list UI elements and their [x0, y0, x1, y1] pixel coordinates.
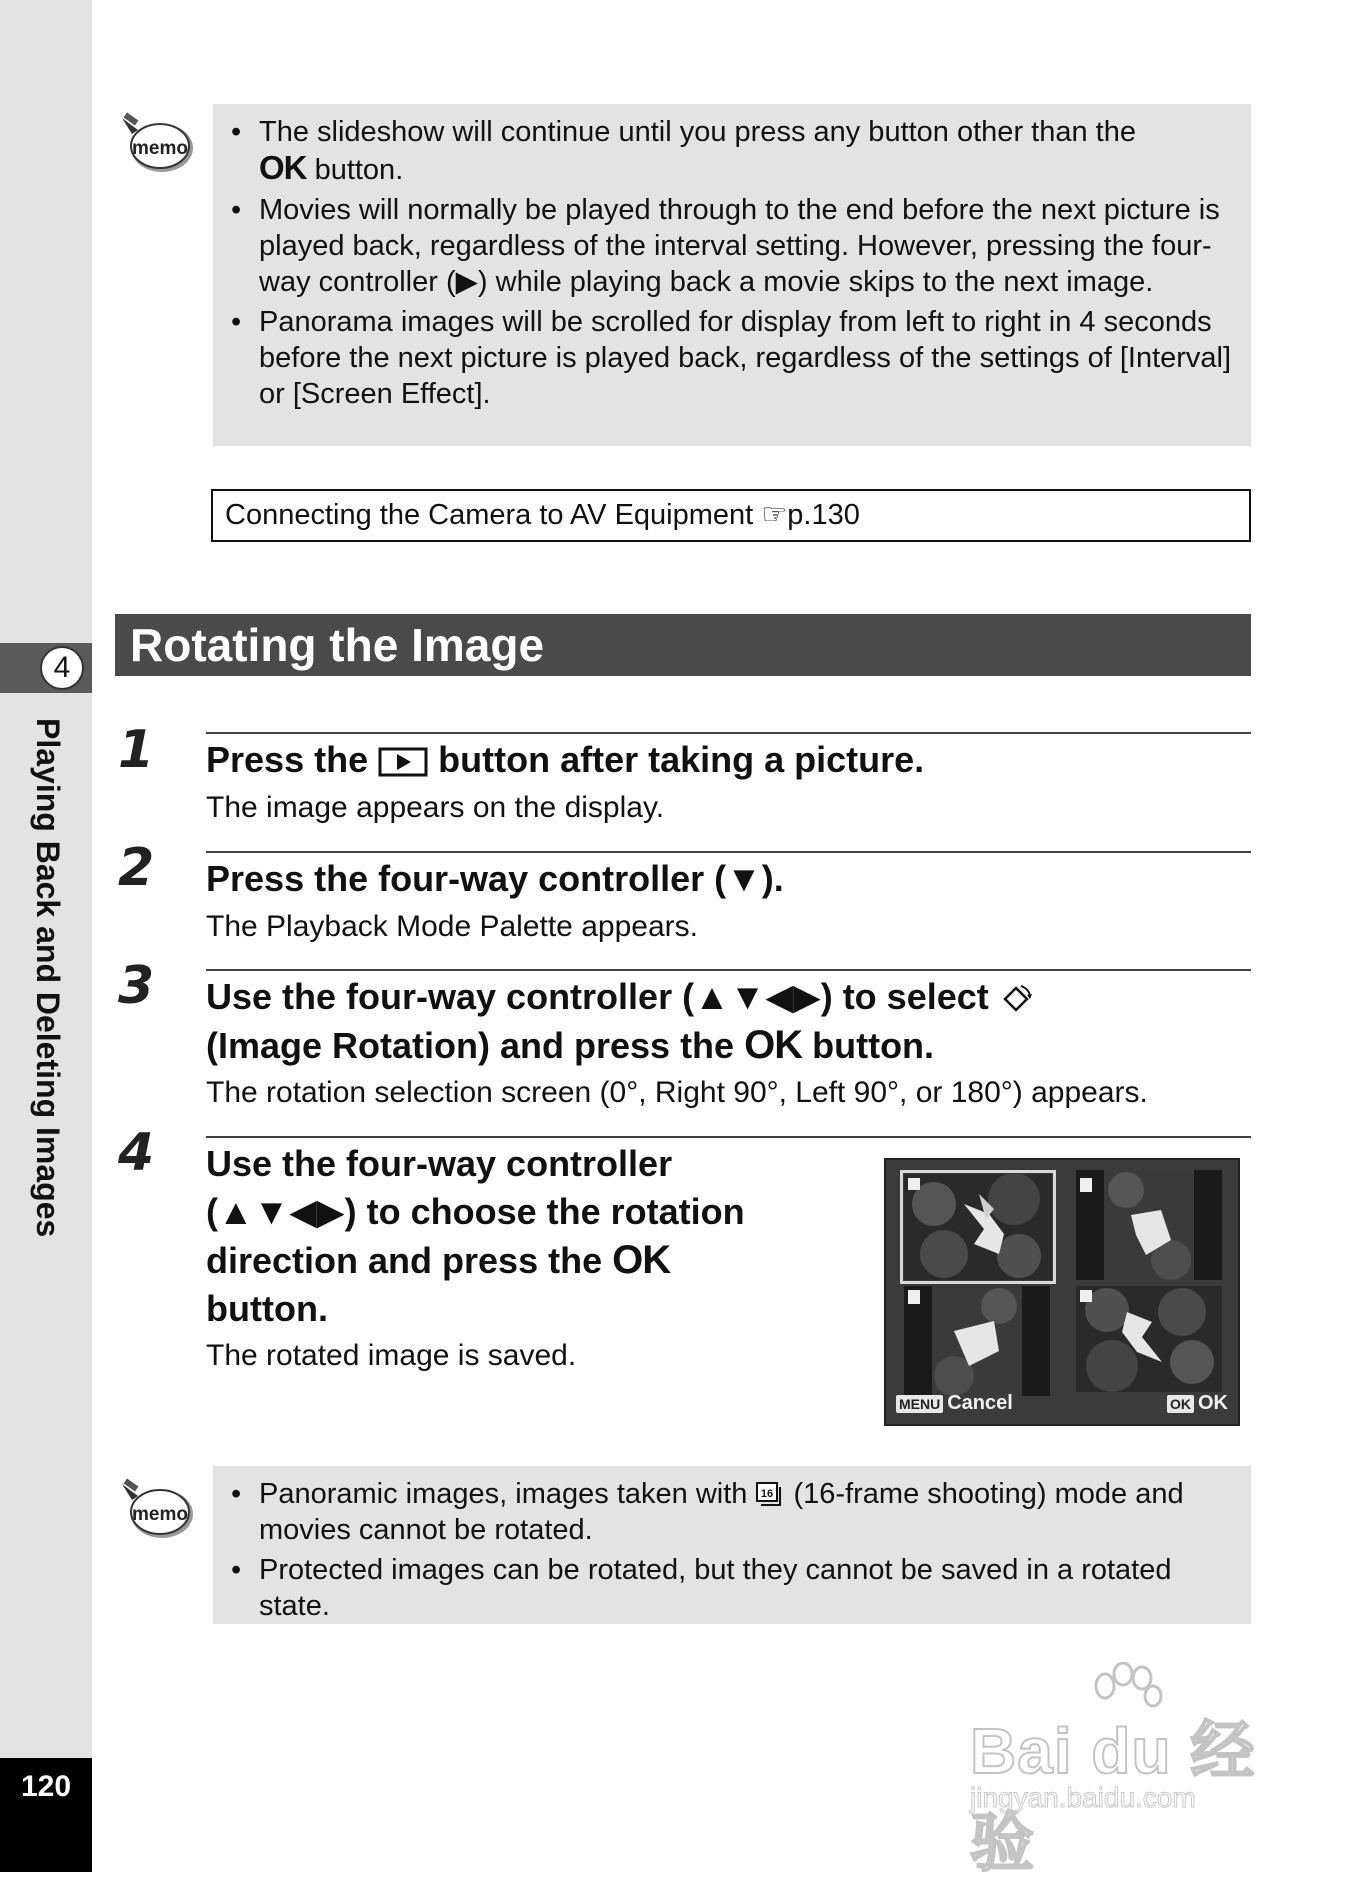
step-description: The Playback Mode Palette appears. — [206, 910, 698, 943]
ok-button-mark: OK — [612, 1238, 671, 1282]
step-number: 4 — [118, 1123, 155, 1183]
memo-label: memo — [132, 138, 188, 159]
baidu-watermark — [965, 1660, 1295, 1879]
memo-icon — [118, 1478, 196, 1542]
flower-photo — [1076, 1170, 1222, 1280]
cancel-label: Cancel — [947, 1392, 1013, 1414]
memo-label: memo — [132, 1504, 188, 1525]
note-bullet: • Protected images can be rotated, but they cannot be saved in a rotated state. — [229, 1552, 1235, 1624]
note-bullet: • Movies will normally be played through to the end before the next picture is played back, regardless of the interval setting. However, pressing the four-way controller (▶) while playing back a movie skips to the next image. — [229, 192, 1235, 300]
section-title: Rotating the Image — [130, 619, 545, 671]
menu-key: MENU — [896, 1395, 943, 1413]
ok-control[interactable] — [1167, 1392, 1228, 1415]
step-divider — [206, 732, 1251, 734]
ok-button-mark: OK — [744, 1023, 803, 1067]
reference-page[interactable]: p.130 — [787, 499, 860, 531]
memo-note-rotation — [213, 1466, 1251, 1624]
step-heading: Use the four-way controller (▲▼◀▶) to choose the rotation direction and press the OK button. — [206, 1143, 745, 1329]
page-number: 120 — [20, 1770, 72, 1803]
rotation-option-0[interactable] — [904, 1174, 1052, 1280]
sixteen-frame-icon — [755, 1481, 785, 1509]
image-rotation-icon — [999, 983, 1033, 1015]
rotation-option-left-90[interactable] — [904, 1286, 1050, 1396]
reference-box — [211, 489, 1251, 542]
watermark-brand: Bai du 经验 — [970, 1715, 1256, 1879]
step-number: 2 — [118, 838, 155, 898]
ok-label: OK — [1198, 1392, 1228, 1414]
reference-text: Connecting the Camera to AV Equipment — [225, 499, 754, 531]
screen-footer — [896, 1392, 1228, 1418]
step-description: The rotated image is saved. — [206, 1339, 577, 1372]
step-description: The image appears on the display. — [206, 791, 665, 824]
memo-icon — [118, 112, 196, 176]
step-divider — [206, 969, 1251, 971]
step-heading: Press the button after taking a picture. — [206, 739, 925, 780]
flower-photo — [904, 1174, 1052, 1280]
chapter-number: 4 — [40, 646, 84, 690]
flower-photo — [904, 1286, 1050, 1396]
step-number: 1 — [118, 720, 155, 780]
note-bullet: • The slideshow will continue until you press any button other than the OK button. — [229, 114, 1235, 188]
step-description: The rotation selection screen (0°, Right 90°, Left 90°, or 180°) appears. — [206, 1076, 1148, 1109]
cancel-control[interactable] — [896, 1392, 1013, 1415]
flower-photo — [1076, 1286, 1222, 1392]
rotation-option-right-90[interactable] — [1076, 1170, 1222, 1280]
step-divider — [206, 851, 1251, 853]
rotation-selection-screen — [884, 1158, 1240, 1426]
memo-note-slideshow — [213, 104, 1251, 446]
step-heading: Press the four-way controller (▼). — [206, 858, 784, 899]
rotation-option-180[interactable] — [1076, 1286, 1222, 1392]
watermark-url: jingyan.baidu.com — [970, 1782, 1196, 1813]
note-bullet: • Panorama images will be scrolled for display from left to right in 4 seconds before the next picture is played back, regardless of the settings of [Interval] or [Screen Effect]. — [229, 304, 1235, 412]
ok-key: OK — [1167, 1395, 1194, 1413]
step-divider — [206, 1136, 1251, 1138]
step-number: 3 — [118, 956, 155, 1016]
playback-icon — [378, 746, 428, 778]
ok-button-mark: OK — [259, 149, 307, 186]
pointer-icon: ☞ — [761, 499, 788, 531]
step-heading: Use the four-way controller (▲▼◀▶) to select (Image Rotation) and press the OK button. — [206, 973, 1251, 1070]
chapter-title: Playing Back and Deleting Images — [30, 718, 66, 1238]
note-bullet: • Panoramic images, images taken with 16 (16-frame shooting) mode and movies cannot be rotated. — [229, 1476, 1235, 1548]
svg-text:16: 16 — [761, 1488, 774, 1501]
